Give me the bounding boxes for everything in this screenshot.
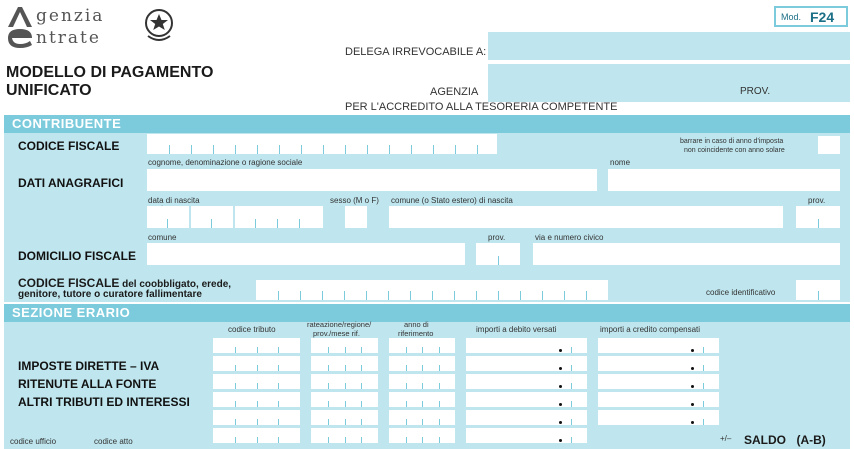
digit-tick — [439, 347, 440, 353]
anno-riferimento-field-row-6[interactable] — [389, 428, 455, 443]
digit-tick — [571, 419, 572, 425]
digit-tick — [345, 419, 346, 425]
barrare-line2: non coincidente con anno solare — [684, 147, 785, 154]
coobbligato-label-rest: del coobbligato, erede, — [119, 279, 232, 290]
digit-tick — [703, 401, 704, 407]
codice-tributo-field-row-5[interactable] — [213, 410, 300, 425]
importo-debito-field-row-6[interactable] — [466, 428, 587, 443]
digit-tick — [235, 437, 236, 443]
digit-tick — [345, 437, 346, 443]
digit-tick — [328, 347, 329, 353]
digit-tick — [257, 401, 258, 407]
via-label: via e numero civico — [535, 233, 604, 242]
digit-tick — [235, 419, 236, 425]
digit-tick — [422, 383, 423, 389]
delega-label: DELEGA IRREVOCABILE A: — [345, 46, 487, 58]
decimal-separator-dot — [691, 403, 694, 406]
digit-tick — [278, 437, 279, 443]
accredito-label: PER L'ACCREDITO ALLA TESORERIA COMPETENTE — [345, 101, 618, 113]
digit-tick — [257, 419, 258, 425]
digit-tick — [361, 437, 362, 443]
digit-tick — [703, 383, 704, 389]
decimal-separator-dot — [559, 403, 562, 406]
rateazione-field-row-6[interactable] — [311, 428, 378, 443]
digit-tick — [328, 383, 329, 389]
digit-tick — [345, 347, 346, 353]
importo-debito-field-row-2[interactable] — [466, 356, 587, 371]
mod-prefix: Mod. — [781, 12, 802, 22]
digit-tick — [422, 419, 423, 425]
importo-credito-field-row-1[interactable] — [598, 338, 719, 353]
digit-tick — [278, 383, 279, 389]
rateazione-field-row-4[interactable] — [311, 392, 378, 407]
codice-tributo-field-row-4[interactable] — [213, 392, 300, 407]
row-label-altri-tributi: ALTRI TRIBUTI ED INTERESSI — [18, 395, 190, 409]
importo-debito-field-row-5[interactable] — [466, 410, 587, 425]
barrare-line1: barrare in caso di anno d'imposta — [680, 138, 784, 145]
saldo-word: SALDO — [744, 433, 786, 447]
importo-credito-field-row-5[interactable] — [598, 410, 719, 425]
digit-tick — [406, 419, 407, 425]
decimal-separator-dot — [559, 367, 562, 370]
codice-tributo-field-row-1[interactable] — [213, 338, 300, 353]
digit-tick — [257, 437, 258, 443]
anno-riferimento-field-row-1[interactable] — [389, 338, 455, 353]
decimal-separator-dot — [559, 349, 562, 352]
col-debito-label: importi a debito versati — [476, 325, 557, 334]
form-title-line2: UNIFICATO — [6, 82, 92, 99]
nome-label: nome — [610, 158, 631, 167]
digit-tick — [406, 347, 407, 353]
digit-tick — [439, 437, 440, 443]
digit-tick — [439, 401, 440, 407]
cognome-label: cognome, denominazione o ragione sociale — [148, 158, 303, 167]
importo-debito-field-row-3[interactable] — [466, 374, 587, 389]
agenzia-prov-label: PROV. — [740, 86, 771, 97]
digit-tick — [361, 401, 362, 407]
codice-tributo-field-row-6[interactable] — [213, 428, 300, 443]
digit-tick — [571, 365, 572, 371]
decimal-separator-dot — [691, 367, 694, 370]
digit-tick — [703, 419, 704, 425]
col-rateazione-label-l1: rateazione/regione/ — [307, 320, 372, 329]
col-anno-label-l2: riferimento — [398, 329, 434, 338]
digit-tick — [328, 419, 329, 425]
importo-credito-field-row-2[interactable] — [598, 356, 719, 371]
decimal-separator-dot — [559, 421, 562, 424]
digit-tick — [235, 383, 236, 389]
codice-atto-label: codice atto — [94, 437, 133, 446]
digit-tick — [345, 365, 346, 371]
plus-minus-label: +/– — [720, 434, 732, 443]
digit-tick — [571, 383, 572, 389]
agenzia-label: AGENZIA — [430, 86, 479, 98]
digit-tick — [703, 347, 704, 353]
importo-debito-field-row-1[interactable] — [466, 338, 587, 353]
digit-tick — [278, 347, 279, 353]
importo-credito-field-row-3[interactable] — [598, 374, 719, 389]
saldo-ab: (A-B) — [796, 433, 826, 447]
digit-tick — [257, 347, 258, 353]
digit-tick — [422, 347, 423, 353]
digit-tick — [235, 401, 236, 407]
digit-tick — [439, 365, 440, 371]
digit-tick — [422, 437, 423, 443]
digit-tick — [278, 401, 279, 407]
digit-tick — [345, 383, 346, 389]
digit-tick — [571, 401, 572, 407]
coobbligato-label-bold: CODICE FISCALE — [18, 276, 120, 290]
digit-tick — [406, 365, 407, 371]
digit-tick — [235, 365, 236, 371]
digit-tick — [422, 365, 423, 371]
col-anno-label-l1: anno di — [404, 320, 429, 329]
digit-tick — [361, 419, 362, 425]
digit-tick — [278, 419, 279, 425]
row-label-ritenute: RITENUTE ALLA FONTE — [18, 377, 157, 391]
col-codice-tributo-label: codice tributo — [228, 325, 276, 334]
rateazione-field-row-3[interactable] — [311, 374, 378, 389]
codice-tributo-field-row-2[interactable] — [213, 356, 300, 371]
digit-tick — [406, 401, 407, 407]
digit-tick — [257, 365, 258, 371]
prov-nascita-label: prov. — [808, 196, 826, 205]
decimal-separator-dot — [559, 439, 562, 442]
dati-anagrafici-label: DATI ANAGRAFICI — [18, 176, 124, 190]
digit-tick — [257, 383, 258, 389]
form-title-line1: MODELLO DI PAGAMENTO — [6, 64, 214, 81]
rateazione-field-row-1[interactable] — [311, 338, 378, 353]
anno-riferimento-field-row-2[interactable] — [389, 356, 455, 371]
codice-ufficio-label: codice ufficio — [10, 437, 57, 446]
anno-riferimento-field-row-5[interactable] — [389, 410, 455, 425]
digit-tick — [439, 419, 440, 425]
digit-tick — [422, 401, 423, 407]
sesso-label: sesso (M o F) — [330, 196, 379, 205]
digit-tick — [328, 437, 329, 443]
anno-riferimento-field-row-4[interactable] — [389, 392, 455, 407]
digit-tick — [406, 383, 407, 389]
coobbligato-line2: genitore, tutore o curatore fallimentare — [18, 289, 202, 300]
digit-tick — [361, 365, 362, 371]
digit-tick — [328, 365, 329, 371]
importo-credito-field-row-4[interactable] — [598, 392, 719, 407]
decimal-separator-dot — [691, 421, 694, 424]
digit-tick — [235, 347, 236, 353]
digit-tick — [361, 383, 362, 389]
digit-tick — [439, 383, 440, 389]
digit-tick — [345, 401, 346, 407]
col-credito-label: importi a credito compensati — [600, 325, 701, 334]
logo-line1: genzia — [36, 6, 105, 26]
digit-tick — [328, 401, 329, 407]
digit-tick — [703, 365, 704, 371]
decimal-separator-dot — [559, 385, 562, 388]
rateazione-field-row-5[interactable] — [311, 410, 378, 425]
logo-line2: ntrate — [36, 28, 101, 48]
importo-debito-field-row-4[interactable] — [466, 392, 587, 407]
codice-fiscale-label: CODICE FISCALE — [18, 139, 120, 153]
col-rateazione-label-l2: prov./mese rif. — [313, 329, 360, 338]
digit-tick — [278, 365, 279, 371]
digit-tick — [571, 347, 572, 353]
data-nascita-label: data di nascita — [148, 196, 200, 205]
digit-tick — [406, 437, 407, 443]
decimal-separator-dot — [691, 349, 694, 352]
contribuente-header: CONTRIBUENTE — [4, 115, 850, 133]
rateazione-field-row-2[interactable] — [311, 356, 378, 371]
codice-identificativo-label: codice identificativo — [706, 288, 776, 297]
domicilio-fiscale-label: DOMICILIO FISCALE — [18, 249, 136, 263]
mod-code: F24 — [810, 9, 835, 25]
digit-tick — [571, 437, 572, 443]
comune-nascita-label: comune (o Stato estero) di nascita — [391, 196, 513, 205]
row-label-imposte: IMPOSTE DIRETTE – IVA — [18, 359, 160, 373]
digit-tick — [361, 347, 362, 353]
anno-riferimento-field-row-3[interactable] — [389, 374, 455, 389]
saldo-label — [744, 431, 826, 449]
erario-header: SEZIONE ERARIO — [4, 304, 850, 322]
decimal-separator-dot — [691, 385, 694, 388]
prov-domicilio-label: prov. — [488, 233, 506, 242]
codice-tributo-field-row-3[interactable] — [213, 374, 300, 389]
comune-label: comune — [148, 233, 177, 242]
